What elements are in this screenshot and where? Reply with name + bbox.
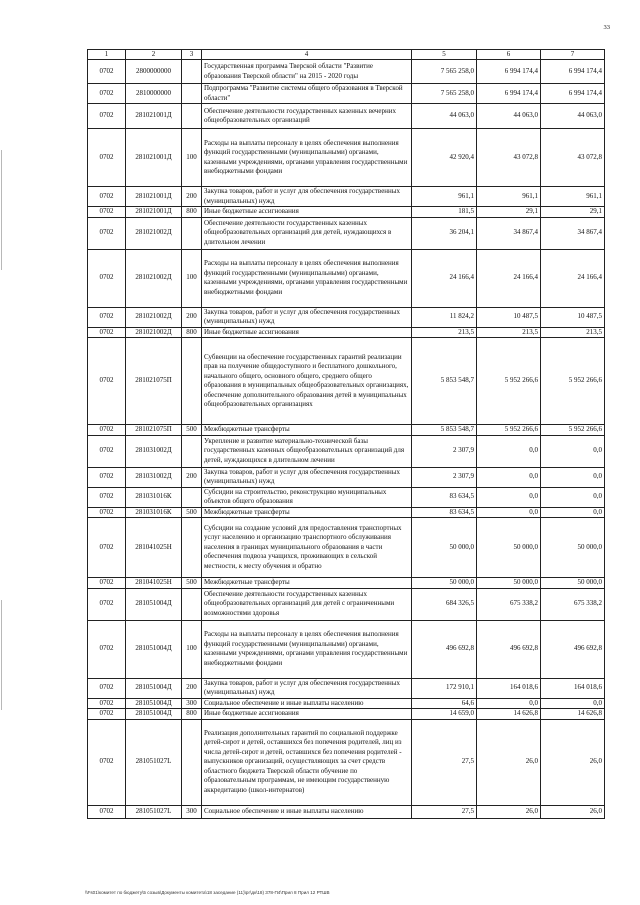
row-amount-3-cell: 14 626,8 xyxy=(541,709,605,720)
table-row xyxy=(88,805,605,818)
table-row xyxy=(88,578,605,589)
row-article-cell: 281051027L xyxy=(126,719,182,805)
row-name-cell: Межбюджетные трансферты xyxy=(202,425,412,436)
row-article-cell: 281031002Д xyxy=(126,467,182,487)
row-amount-1-cell: 213,5 xyxy=(412,327,477,338)
row-amount-3-cell: 496 692,8 xyxy=(541,620,605,678)
row-expense-type-cell xyxy=(182,84,202,104)
row-amount-1-cell: 684 326,5 xyxy=(412,588,477,620)
row-name-cell: Закупка товаров, работ и услуг для обеспечения государственных (муниципальных) нужд xyxy=(202,307,412,327)
row-name-cell: Государственная программа Тверской области "Развитие образования Тверской области" на 2015 - 2020 годы xyxy=(202,60,412,84)
header-cell-6: 6 xyxy=(477,50,541,60)
row-expense-type-cell: 500 xyxy=(182,425,202,436)
table-row xyxy=(88,435,605,467)
row-amount-1-cell: 42 920,4 xyxy=(412,129,477,187)
row-amount-2-cell: 24 166,4 xyxy=(477,249,541,307)
row-amount-1-cell: 27,5 xyxy=(412,805,477,818)
row-code-cell: 0702 xyxy=(88,487,126,507)
row-amount-2-cell: 26,0 xyxy=(477,719,541,805)
row-amount-3-cell: 0,0 xyxy=(541,467,605,487)
row-amount-2-cell: 6 994 174,4 xyxy=(477,84,541,104)
row-amount-3-cell: 961,1 xyxy=(541,187,605,207)
row-code-cell: 0702 xyxy=(88,207,126,218)
row-expense-type-cell xyxy=(182,60,202,84)
row-code-cell: 0702 xyxy=(88,467,126,487)
table-row xyxy=(88,698,605,709)
row-expense-type-cell xyxy=(182,487,202,507)
row-amount-1-cell: 83 634,5 xyxy=(412,487,477,507)
row-article-cell: 281041025Н xyxy=(126,578,182,589)
row-amount-2-cell: 44 063,0 xyxy=(477,104,541,129)
row-expense-type-cell: 500 xyxy=(182,507,202,518)
row-article-cell: 281021001Д xyxy=(126,207,182,218)
row-article-cell: 2800000000 xyxy=(126,60,182,84)
row-amount-1-cell: 14 659,0 xyxy=(412,709,477,720)
row-article-cell: 281051004Д xyxy=(126,698,182,709)
row-amount-3-cell: 0,0 xyxy=(541,698,605,709)
row-article-cell: 281021075П xyxy=(126,338,182,425)
row-name-cell: Социальное обеспечение и иные выплаты населению xyxy=(202,698,412,709)
row-name-cell: Иные бюджетные ассигнования xyxy=(202,327,412,338)
row-name-cell: Укрепление и развитие материально-технической базы государственных казенных общеобразовательных организаций для детей, нуждающихся в длительном лечении xyxy=(202,435,412,467)
row-amount-1-cell: 172 910,1 xyxy=(412,678,477,698)
row-expense-type-cell: 300 xyxy=(182,805,202,818)
row-expense-type-cell: 200 xyxy=(182,678,202,698)
row-article-cell: 281021001Д xyxy=(126,129,182,187)
table-row xyxy=(88,129,605,187)
page-number: 33 xyxy=(603,24,610,31)
row-amount-3-cell: 43 072,8 xyxy=(541,129,605,187)
row-amount-1-cell: 11 824,2 xyxy=(412,307,477,327)
row-name-cell: Расходы на выплаты персоналу в целях обеспечения выполнения функций государственными (муниципальными) органами, казенными учреждениями, органами управления государственными внебюджетными фондами xyxy=(202,620,412,678)
row-name-cell: Расходы на выплаты персоналу в целях обеспечения выполнения функций государственными (муниципальными) органами, казенными учреждениями, органами управления государственными внебюджетными фондами xyxy=(202,249,412,307)
table-row xyxy=(88,425,605,436)
row-amount-1-cell: 83 634,5 xyxy=(412,507,477,518)
row-amount-2-cell: 0,0 xyxy=(477,487,541,507)
table-row xyxy=(88,338,605,425)
row-amount-1-cell: 50 000,0 xyxy=(412,518,477,578)
row-article-cell: 281051027L xyxy=(126,805,182,818)
row-name-cell: Подпрограмма "Развитие системы общего образования в Тверской области" xyxy=(202,84,412,104)
row-amount-3-cell: 164 018,6 xyxy=(541,678,605,698)
row-code-cell: 0702 xyxy=(88,129,126,187)
row-amount-1-cell: 50 000,0 xyxy=(412,578,477,589)
row-article-cell: 281021002Д xyxy=(126,217,182,249)
row-amount-2-cell: 961,1 xyxy=(477,187,541,207)
row-name-cell: Межбюджетные трансферты xyxy=(202,507,412,518)
row-article-cell: 2810000000 xyxy=(126,84,182,104)
row-expense-type-cell: 100 xyxy=(182,129,202,187)
row-amount-1-cell: 44 063,0 xyxy=(412,104,477,129)
row-expense-type-cell: 500 xyxy=(182,578,202,589)
header-cell-4: 4 xyxy=(202,50,412,60)
table-row xyxy=(88,60,605,84)
header-cell-3: 3 xyxy=(182,50,202,60)
row-code-cell: 0702 xyxy=(88,249,126,307)
footer-file-path: \\Fs01\комитет по бюджету\5 созыв\Документы комитета\18 заседание (11)\рг\дк\18) 378-П4\Прил 8 Прил 12 РТШВ xyxy=(85,890,330,895)
row-amount-2-cell: 34 867,4 xyxy=(477,217,541,249)
row-article-cell: 281021075П xyxy=(126,425,182,436)
table-row xyxy=(88,327,605,338)
table-row xyxy=(88,620,605,678)
row-expense-type-cell: 800 xyxy=(182,207,202,218)
table-row xyxy=(88,678,605,698)
row-code-cell: 0702 xyxy=(88,425,126,436)
row-expense-type-cell: 300 xyxy=(182,698,202,709)
row-code-cell: 0702 xyxy=(88,518,126,578)
row-expense-type-cell: 100 xyxy=(182,249,202,307)
row-name-cell: Закупка товаров, работ и услуг для обеспечения государственных (муниципальных) нужд xyxy=(202,678,412,698)
row-amount-3-cell: 213,5 xyxy=(541,327,605,338)
row-amount-3-cell: 0,0 xyxy=(541,507,605,518)
row-name-cell: Обеспечение деятельности государственных казенных общеобразовательных организаций для детей с ограниченными возможностями здоровья xyxy=(202,588,412,620)
row-code-cell: 0702 xyxy=(88,578,126,589)
row-amount-3-cell: 5 952 266,6 xyxy=(541,338,605,425)
header-cell-1: 1 xyxy=(88,50,126,60)
row-code-cell: 0702 xyxy=(88,507,126,518)
row-amount-1-cell: 36 204,1 xyxy=(412,217,477,249)
row-code-cell: 0702 xyxy=(88,719,126,805)
row-article-cell: 281031016К xyxy=(126,487,182,507)
row-amount-1-cell: 961,1 xyxy=(412,187,477,207)
row-article-cell: 281051004Д xyxy=(126,588,182,620)
row-code-cell: 0702 xyxy=(88,588,126,620)
row-amount-2-cell: 5 952 266,6 xyxy=(477,425,541,436)
row-code-cell: 0702 xyxy=(88,307,126,327)
row-name-cell: Реализация дополнительных гарантий по социальной поддержке детей-сирот и детей, оставшихся без попечения родителей, лиц из числа детей-сирот и детей, оставшихся без попечения родителей - выпускников организаций, осуществляющих за счет средств областного бюджета Тверской области обучение по образовательным программам, не имеющим государственную аккредитацию (школ-интернатов) xyxy=(202,719,412,805)
row-amount-2-cell: 164 018,6 xyxy=(477,678,541,698)
row-amount-3-cell: 6 994 174,4 xyxy=(541,60,605,84)
table-row xyxy=(88,467,605,487)
row-amount-3-cell: 50 000,0 xyxy=(541,518,605,578)
row-article-cell: 281031002Д xyxy=(126,435,182,467)
row-name-cell: Субсидии на строительство, реконструкцию муниципальных объектов общего образования xyxy=(202,487,412,507)
row-amount-2-cell: 6 994 174,4 xyxy=(477,60,541,84)
row-name-cell: Иные бюджетные ассигнования xyxy=(202,709,412,720)
header-cell-2: 2 xyxy=(126,50,182,60)
row-expense-type-cell xyxy=(182,217,202,249)
row-amount-2-cell: 0,0 xyxy=(477,507,541,518)
row-name-cell: Межбюджетные трансферты xyxy=(202,578,412,589)
row-code-cell: 0702 xyxy=(88,805,126,818)
row-article-cell: 281051004Д xyxy=(126,709,182,720)
row-code-cell: 0702 xyxy=(88,435,126,467)
row-code-cell: 0702 xyxy=(88,84,126,104)
row-code-cell: 0702 xyxy=(88,217,126,249)
table-row xyxy=(88,487,605,507)
row-amount-2-cell: 43 072,8 xyxy=(477,129,541,187)
row-amount-3-cell: 675 338,2 xyxy=(541,588,605,620)
row-expense-type-cell xyxy=(182,104,202,129)
table-row xyxy=(88,84,605,104)
scan-edge-mark xyxy=(1,600,2,710)
row-expense-type-cell xyxy=(182,719,202,805)
row-article-cell: 281021001Д xyxy=(126,104,182,129)
row-amount-2-cell: 496 692,8 xyxy=(477,620,541,678)
table-row xyxy=(88,588,605,620)
row-amount-2-cell: 675 338,2 xyxy=(477,588,541,620)
row-code-cell: 0702 xyxy=(88,327,126,338)
row-amount-2-cell: 0,0 xyxy=(477,435,541,467)
scan-edge-mark xyxy=(1,150,2,270)
row-amount-2-cell: 14 626,8 xyxy=(477,709,541,720)
row-amount-3-cell: 44 063,0 xyxy=(541,104,605,129)
row-amount-3-cell: 6 994 174,4 xyxy=(541,84,605,104)
row-amount-2-cell: 50 000,0 xyxy=(477,518,541,578)
row-code-cell: 0702 xyxy=(88,698,126,709)
row-amount-1-cell: 5 853 548,7 xyxy=(412,425,477,436)
table-row xyxy=(88,709,605,720)
row-amount-3-cell: 29,1 xyxy=(541,207,605,218)
row-amount-3-cell: 0,0 xyxy=(541,487,605,507)
header-row xyxy=(88,50,605,60)
row-name-cell: Субвенции на обеспечение государственных гарантий реализации прав на получение общедоступного и бесплатного дошкольного, начального общего, основного общего, среднего общего образования в муниципальных общеобразовательных организациях, обеспечение дополнительного образования детей в муниципальных общеобразовательных организациях xyxy=(202,338,412,425)
row-amount-2-cell: 26,0 xyxy=(477,805,541,818)
row-amount-3-cell: 24 166,4 xyxy=(541,249,605,307)
row-code-cell: 0702 xyxy=(88,620,126,678)
row-expense-type-cell xyxy=(182,435,202,467)
row-article-cell: 281021001Д xyxy=(126,187,182,207)
row-expense-type-cell: 100 xyxy=(182,620,202,678)
table-row xyxy=(88,719,605,805)
row-article-cell: 281051004Д xyxy=(126,620,182,678)
row-amount-1-cell: 24 166,4 xyxy=(412,249,477,307)
row-name-cell: Субсидии на создание условий для предоставления транспортных услуг населению и организацию транспортного обслуживания населения в границах муниципального образования в части обеспечения подвоза учащихся, проживающих в сельской местности, к месту обучения и обратно xyxy=(202,518,412,578)
row-name-cell: Закупка товаров, работ и услуг для обеспечения государственных (муниципальных) нужд xyxy=(202,187,412,207)
row-name-cell: Иные бюджетные ассигнования xyxy=(202,207,412,218)
table-row xyxy=(88,507,605,518)
row-code-cell: 0702 xyxy=(88,709,126,720)
row-expense-type-cell xyxy=(182,338,202,425)
row-name-cell: Обеспечение деятельности государственных казенных вечерних общеобразовательных организаций xyxy=(202,104,412,129)
budget-table xyxy=(87,49,605,819)
row-code-cell: 0702 xyxy=(88,338,126,425)
row-article-cell: 281021002Д xyxy=(126,327,182,338)
row-amount-3-cell: 5 952 266,6 xyxy=(541,425,605,436)
row-article-cell: 281031016К xyxy=(126,507,182,518)
row-code-cell: 0702 xyxy=(88,104,126,129)
row-amount-1-cell: 2 307,9 xyxy=(412,467,477,487)
row-name-cell: Расходы на выплаты персоналу в целях обеспечения выполнения функций государственными (муниципальными) органами, казенными учреждениями, органами управления государственными внебюджетными фондами xyxy=(202,129,412,187)
row-amount-2-cell: 0,0 xyxy=(477,467,541,487)
row-expense-type-cell: 200 xyxy=(182,307,202,327)
row-expense-type-cell xyxy=(182,518,202,578)
row-amount-2-cell: 50 000,0 xyxy=(477,578,541,589)
row-article-cell: 281041025Н xyxy=(126,518,182,578)
row-name-cell: Обеспечение деятельности государственных казенных общеобразовательных организаций для детей, нуждающихся в длительном лечении xyxy=(202,217,412,249)
row-expense-type-cell xyxy=(182,588,202,620)
row-amount-1-cell: 181,5 xyxy=(412,207,477,218)
row-amount-2-cell: 29,1 xyxy=(477,207,541,218)
row-amount-3-cell: 0,0 xyxy=(541,435,605,467)
table-row xyxy=(88,307,605,327)
row-article-cell: 281051004Д xyxy=(126,678,182,698)
row-amount-3-cell: 26,0 xyxy=(541,719,605,805)
row-amount-2-cell: 5 952 266,6 xyxy=(477,338,541,425)
row-code-cell: 0702 xyxy=(88,60,126,84)
header-cell-7: 7 xyxy=(541,50,605,60)
row-name-cell: Закупка товаров, работ и услуг для обеспечения государственных (муниципальных) нужд xyxy=(202,467,412,487)
row-amount-1-cell: 2 307,9 xyxy=(412,435,477,467)
row-amount-1-cell: 7 565 258,0 xyxy=(412,84,477,104)
table-row xyxy=(88,187,605,207)
table-row xyxy=(88,249,605,307)
budget-table-body xyxy=(88,50,605,819)
row-amount-1-cell: 496 692,8 xyxy=(412,620,477,678)
table-row xyxy=(88,518,605,578)
row-amount-3-cell: 50 000,0 xyxy=(541,578,605,589)
row-name-cell: Социальное обеспечение и иные выплаты населению xyxy=(202,805,412,818)
row-article-cell: 281021002Д xyxy=(126,249,182,307)
row-amount-3-cell: 26,0 xyxy=(541,805,605,818)
row-expense-type-cell: 800 xyxy=(182,709,202,720)
row-amount-1-cell: 7 565 258,0 xyxy=(412,60,477,84)
row-expense-type-cell: 200 xyxy=(182,467,202,487)
row-article-cell: 281021002Д xyxy=(126,307,182,327)
row-amount-2-cell: 10 487,5 xyxy=(477,307,541,327)
table-row xyxy=(88,207,605,218)
table-row xyxy=(88,104,605,129)
row-amount-1-cell: 5 853 548,7 xyxy=(412,338,477,425)
row-expense-type-cell: 200 xyxy=(182,187,202,207)
row-expense-type-cell: 800 xyxy=(182,327,202,338)
table-row xyxy=(88,217,605,249)
row-amount-2-cell: 213,5 xyxy=(477,327,541,338)
row-amount-2-cell: 0,0 xyxy=(477,698,541,709)
row-amount-1-cell: 64,6 xyxy=(412,698,477,709)
row-code-cell: 0702 xyxy=(88,187,126,207)
row-code-cell: 0702 xyxy=(88,678,126,698)
header-cell-5: 5 xyxy=(412,50,477,60)
row-amount-3-cell: 10 487,5 xyxy=(541,307,605,327)
row-amount-3-cell: 34 867,4 xyxy=(541,217,605,249)
row-amount-1-cell: 27,5 xyxy=(412,719,477,805)
